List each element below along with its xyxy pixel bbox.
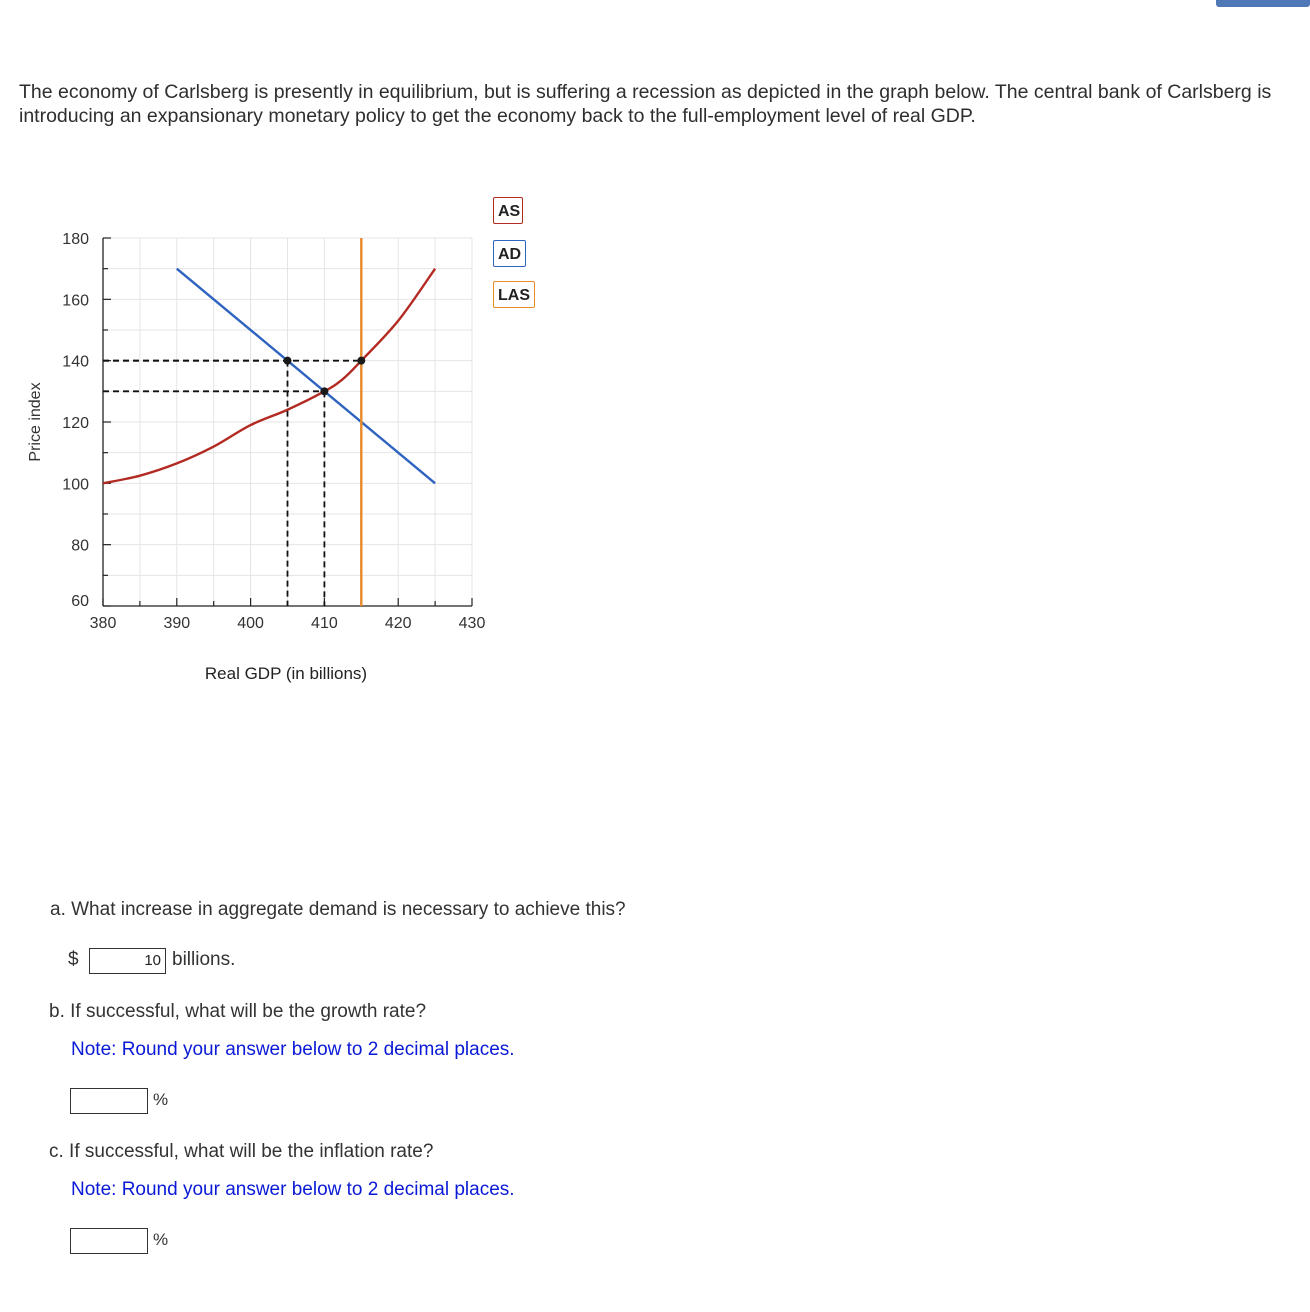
y-tick-label: 60: [71, 593, 89, 610]
y-tick-label: 160: [62, 292, 89, 310]
equilibrium-point: [320, 387, 328, 395]
question-b-note: Note: Round your answer below to 2 decimal places.: [71, 1039, 515, 1060]
x-tick-label: 380: [89, 615, 117, 632]
problem-statement: The economy of Carlsberg is presently in equilibrium, but is suffering a recession as depicted in the graph below. The central bank of Carlsberg is introducing an expansionary monetary policy to get the economy back to the full-employment level of real GDP.: [19, 81, 1272, 127]
question-a: a. What increase in aggregate demand is necessary to achieve this?: [50, 899, 626, 920]
ad-as-chart: [0, 180, 560, 700]
x-tick-label: 430: [458, 615, 486, 632]
y-axis-label: Price index: [27, 382, 44, 462]
question-c: c. If successful, what will be the inflation rate?: [49, 1141, 434, 1162]
answer-a-input[interactable]: 10: [89, 948, 166, 974]
answer-b-input[interactable]: [70, 1088, 148, 1114]
equilibrium-point: [357, 357, 365, 365]
legend-ad[interactable]: AD: [493, 240, 526, 267]
y-tick-label: 120: [62, 415, 89, 432]
x-tick-label: 390: [163, 615, 191, 632]
legend-las[interactable]: LAS: [493, 281, 535, 308]
tick-labels: [62, 231, 485, 632]
answer-b-unit: %: [153, 1090, 169, 1109]
y-tick-label: 140: [62, 353, 89, 371]
legend-as[interactable]: AS: [493, 197, 523, 224]
question-b: b. If successful, what will be the growth rate?: [49, 1001, 427, 1022]
x-tick-label: 420: [384, 615, 412, 632]
equilibrium-point: [284, 357, 292, 365]
y-tick-label: 180: [62, 231, 89, 248]
dollar-sign: $: [68, 949, 79, 970]
x-tick-label: 400: [237, 615, 264, 632]
x-tick-label: 410: [311, 615, 338, 632]
series-as-line: [103, 269, 435, 484]
answer-c-unit: %: [153, 1230, 169, 1249]
answer-a-unit: billions.: [172, 949, 236, 970]
y-tick-label: 100: [62, 476, 89, 494]
x-axis-label: Real GDP (in billions): [204, 664, 368, 683]
top-accent-bar: [1216, 0, 1310, 7]
answer-c-input[interactable]: [70, 1228, 148, 1254]
series-ad-line: [177, 269, 435, 484]
y-tick-label: 80: [71, 537, 89, 555]
question-c-note: Note: Round your answer below to 2 decimal places.: [71, 1179, 515, 1200]
